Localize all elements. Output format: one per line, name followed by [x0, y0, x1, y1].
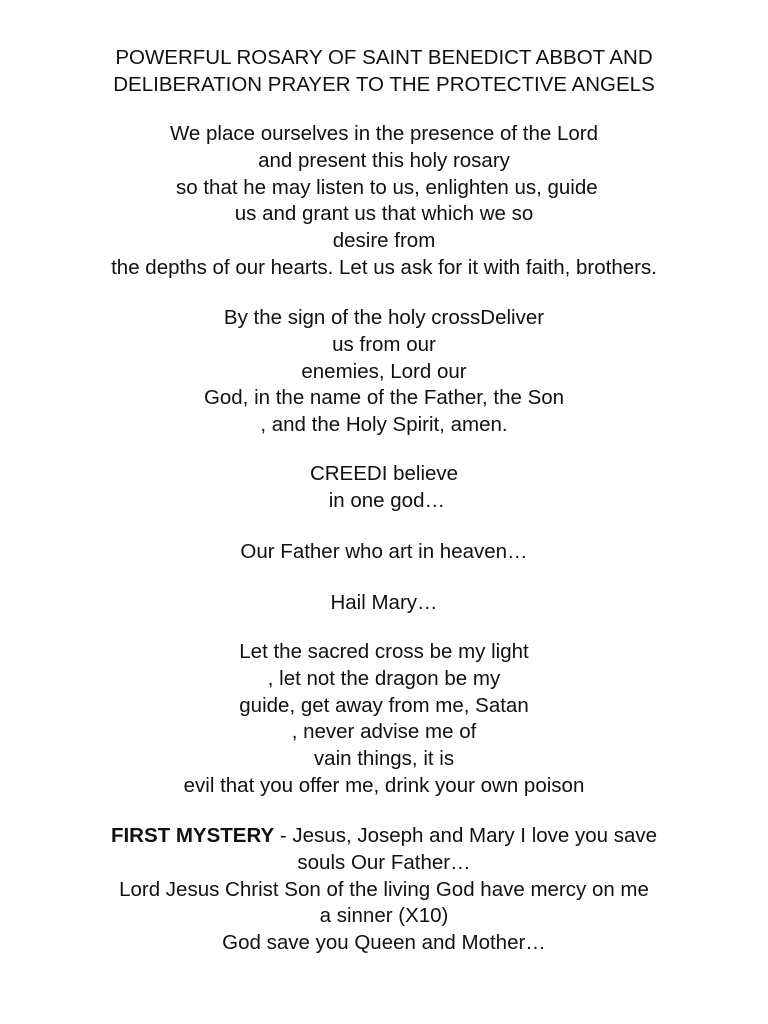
sacred-cross-line-2: , let not the dragon be my [267, 666, 501, 690]
sacred-cross-paragraph [0, 639, 768, 800]
intro-line-5: desire from [332, 229, 436, 253]
hail-mary-paragraph [0, 590, 768, 617]
sign-of-cross-line-1: By the sign of the holy crossDeliver [223, 306, 545, 329]
sign-of-cross-line-3: enemies, Lord our [301, 359, 467, 383]
hail-mary-line: Hail Mary… [330, 591, 438, 614]
creed-line-2: in one god… [323, 488, 445, 512]
creed-paragraph [0, 461, 768, 515]
first-mystery-line-1-text: - Jesus, Joseph and Mary I love you save [274, 824, 658, 847]
sacred-cross-line-3: guide, get away from me, Satan [239, 693, 529, 717]
sign-of-cross-line-4: God, in the name of the Father, the Son [203, 386, 565, 410]
sign-of-cross-line-5: , and the Holy Spirit, amen. [260, 413, 508, 437]
first-mystery-line-1 [0, 823, 768, 850]
intro-line-6: the depths of our hearts. Let us ask for it with faith, brothers. [111, 255, 657, 279]
sign-of-cross-line-2: us from our [332, 332, 436, 356]
sacred-cross-line-1: Let the sacred cross be my light [239, 640, 529, 663]
first-mystery-line-4: a sinner (X10) [319, 904, 449, 928]
intro-line-2: and present this holy rosary [258, 148, 510, 172]
first-mystery-paragraph [0, 823, 768, 957]
intro-line-3: so that he may listen to us, enlighten us, guide [170, 175, 598, 199]
intro-line-4: us and grant us that which we so [234, 202, 534, 226]
sacred-cross-line-4: , never advise me of [291, 720, 477, 744]
first-mystery-line-5: God save you Queen and Mother… [222, 931, 546, 955]
sacred-cross-line-6: evil that you offer me, drink your own poison [183, 773, 585, 797]
intro-line-1: We place ourselves in the presence of the Lord [169, 122, 599, 145]
document-title [0, 44, 768, 98]
intro-paragraph [0, 121, 768, 282]
our-father-paragraph [0, 539, 768, 566]
sacred-cross-line-5: vain things, it is [313, 747, 455, 771]
first-mystery-label: FIRST MYSTERY [110, 824, 275, 847]
first-mystery-line-2: souls Our Father… [297, 850, 471, 874]
sign-of-cross-paragraph [0, 305, 768, 439]
first-mystery-line-3: Lord Jesus Christ Son of the living God have mercy on me [119, 877, 649, 901]
title-line-2: DELIBERATION PRAYER TO THE PROTECTIVE ANGELS [113, 73, 655, 96]
our-father-line: Our Father who art in heaven… [240, 540, 528, 563]
title-line-1: POWERFUL ROSARY OF SAINT BENEDICT ABBOT AND [115, 46, 653, 69]
creed-line-1: CREEDI believe [309, 462, 459, 485]
